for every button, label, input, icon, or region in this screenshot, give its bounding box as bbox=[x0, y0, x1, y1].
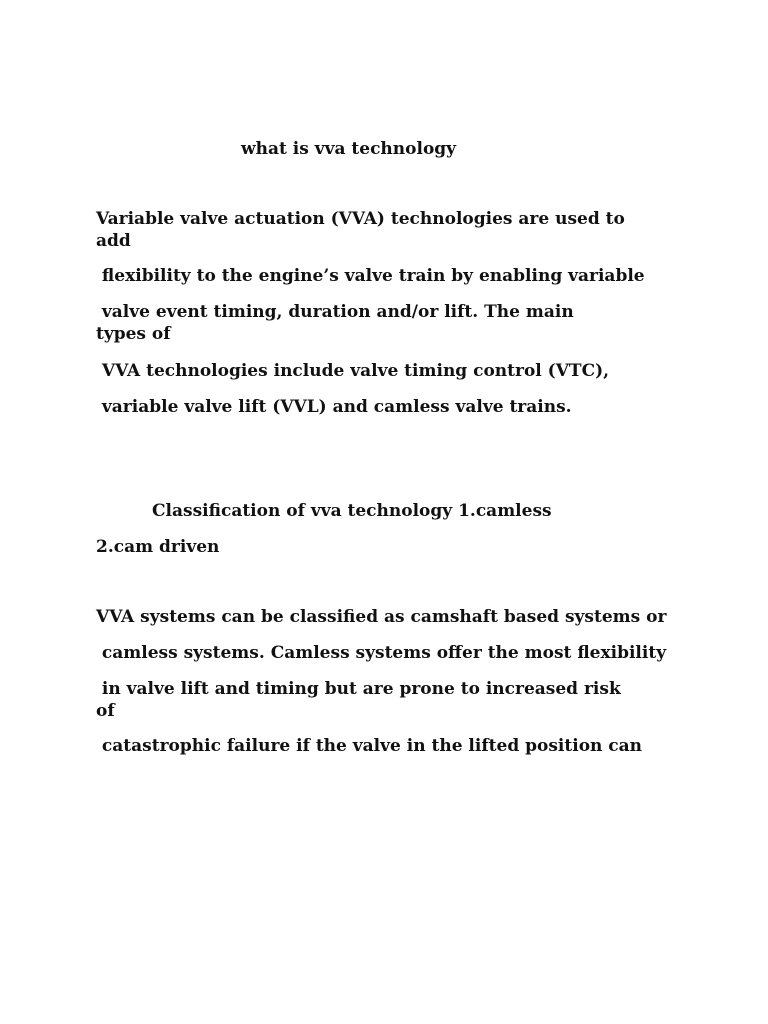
paragraph-1-line-4: valve event timing, duration and/or lift. The main bbox=[96, 302, 574, 322]
paragraph-1-line-7: variable valve lift (VVL) and camless valve trains. bbox=[96, 397, 572, 417]
paragraph-2-line-4: of bbox=[96, 701, 115, 721]
paragraph-2-line-3: in valve lift and timing but are prone to increased risk bbox=[96, 679, 621, 699]
document-title: what is vva technology bbox=[241, 139, 457, 159]
paragraph-1-line-6: VVA technologies include valve timing control (VTC), bbox=[96, 361, 610, 381]
classification-item-2: 2.cam driven bbox=[96, 537, 220, 557]
paragraph-1-line-3: flexibility to the engine’s valve train by enabling variable bbox=[96, 266, 645, 286]
classification-heading: Classification of vva technology 1.camless bbox=[152, 501, 552, 521]
paragraph-2-line-2: camless systems. Camless systems offer the most flexibility bbox=[96, 643, 667, 663]
paragraph-1-line-5: types of bbox=[96, 324, 171, 344]
paragraph-1-line-2: add bbox=[96, 231, 131, 251]
paragraph-1-line-1: Variable valve actuation (VVA) technologies are used to bbox=[96, 209, 625, 229]
paragraph-2-line-5: catastrophic failure if the valve in the lifted position can bbox=[96, 736, 643, 756]
paragraph-2-line-1: VVA systems can be classified as camshaft based systems or bbox=[96, 607, 667, 627]
